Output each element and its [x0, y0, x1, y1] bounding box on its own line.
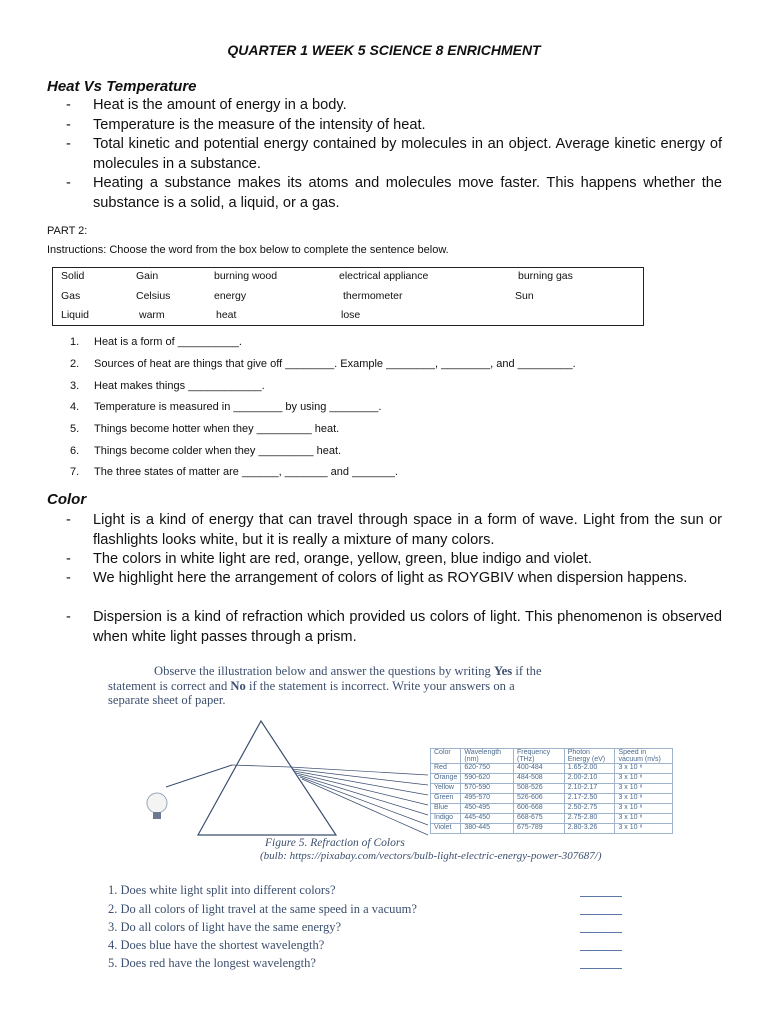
table-header: Wavelength (nm): [461, 749, 514, 764]
table-cell: 484-508: [514, 774, 565, 784]
table-cell: 668-675: [514, 814, 565, 824]
section-heading-color: Color: [47, 491, 87, 508]
table-cell: 570-590: [461, 784, 514, 794]
table-cell: 2.17-2.50: [564, 794, 615, 804]
table-cell: Green: [431, 794, 461, 804]
table-row: [431, 774, 673, 784]
light-bulb-icon: [147, 793, 167, 819]
bullet-text: Dispersion is a kind of refraction which provided us colors of light. This phenomenon is observed when white light passes through a prism.: [93, 609, 722, 645]
table-cell: 2.75-2.80: [564, 814, 615, 824]
instruction-line: separate sheet of paper.: [108, 693, 226, 707]
bullet-text: Total kinetic and potential energy contained by molecules in an object. Average kinetic energy of molecules in a substance.: [93, 136, 722, 172]
table-row: [431, 764, 673, 774]
table-cell: Blue: [431, 804, 461, 814]
answer-blank[interactable]: [580, 967, 622, 969]
color-data-table: [430, 748, 673, 834]
table-cell: 3 x 10 ⁸: [615, 784, 673, 794]
word-box-word: burning gas: [518, 270, 573, 282]
fill-in-question: [70, 336, 242, 348]
table-cell: 445-450: [461, 814, 514, 824]
dash-marker: -: [66, 551, 71, 567]
dash-marker: -: [66, 116, 71, 133]
question-text: Sources of heat are things that give off ________. Example ________, ________, and _________.: [94, 358, 576, 370]
question-number: 2.: [70, 358, 80, 370]
bullet-item: [66, 116, 722, 136]
word-box-word: energy: [214, 290, 247, 302]
bullet-text: Heat is the amount of energy in a body.: [93, 97, 347, 113]
figure-instructions: [108, 664, 708, 708]
word-box: [52, 267, 644, 326]
question-text: Things become colder when they _________ heat.: [94, 445, 342, 457]
bullet-item: [66, 511, 722, 550]
fill-in-question: [70, 380, 265, 392]
figure-caption: Figure 5. Refraction of Colors: [265, 837, 405, 849]
word-box-word: lose: [341, 309, 361, 321]
table-header: Frequency (THz): [514, 749, 565, 764]
table-cell: 508-526: [514, 784, 565, 794]
page-title: QUARTER 1 WEEK 5 SCIENCE 8 ENRICHMENT: [227, 42, 541, 58]
question-number: 7.: [70, 466, 80, 478]
table-header-row: [431, 749, 673, 764]
table-cell: 1.65-2.00: [564, 764, 615, 774]
yes-no-question: 2. Do all colors of light travel at the same speed in a vacuum?: [108, 902, 417, 916]
question-text: Temperature is measured in ________ by using ________.: [94, 401, 382, 413]
table-cell: Orange: [431, 774, 461, 784]
table-cell: 3 x 10 ⁸: [615, 794, 673, 804]
table-cell: 400-484: [514, 764, 565, 774]
word-box-word: warm: [139, 309, 165, 321]
table-cell: Red: [431, 764, 461, 774]
instruction-line: [108, 679, 708, 694]
answer-blank[interactable]: [580, 895, 622, 897]
bullet-text: Heating a substance makes its atoms and molecules move faster. This happens whether the substance is a solid, a liquid, or a gas.: [93, 175, 722, 211]
question-number: 5.: [70, 423, 80, 435]
word-box-word: Celsius: [136, 290, 171, 302]
table-cell: 526-606: [514, 794, 565, 804]
table-cell: 3 x 10 ⁸: [615, 804, 673, 814]
yes-no-question: 1. Does white light split into different colors?: [108, 883, 336, 897]
table-row: [431, 814, 673, 824]
word-box-word: Gain: [136, 270, 159, 282]
dispersed-rays: [290, 767, 428, 835]
table-cell: 3 x 10 ⁸: [615, 824, 673, 834]
instruction-text: if the: [512, 664, 542, 678]
answer-blank[interactable]: [580, 931, 622, 933]
dash-marker: -: [66, 97, 71, 113]
answer-blank[interactable]: [580, 949, 622, 951]
figure-credit: (bulb: https://pixabay.com/vectors/bulb-light-electric-energy-power-307687/): [260, 850, 602, 862]
dash-marker: -: [66, 136, 71, 152]
bullet-text: Light is a kind of energy that can travel through space in a form of wave. Light from the sun or flashlights looks white, but it is really a mixture of many colors.: [93, 512, 722, 548]
part-label: PART 2:: [47, 225, 88, 237]
instruction-text: Observe the illustration below and answer the questions by writing: [154, 664, 494, 678]
bullet-item: [66, 550, 722, 570]
table-cell: 606-668: [514, 804, 565, 814]
word-box-word: electrical appliance: [339, 270, 429, 282]
word-box-word: heat: [216, 309, 237, 321]
dash-marker: -: [66, 570, 71, 586]
question-text: The three states of matter are ______, _______ and _______.: [94, 466, 398, 478]
word-box-word: Solid: [61, 270, 85, 282]
table-cell: Yellow: [431, 784, 461, 794]
table-header: Color: [431, 749, 461, 764]
word-box-word: Sun: [515, 290, 534, 302]
table-row: [431, 804, 673, 814]
yes-no-question: 4. Does blue have the shortest wavelength?: [108, 938, 325, 952]
question-number: 3.: [70, 380, 80, 392]
yes-no-question: 5. Does red have the longest wavelength?: [108, 956, 316, 970]
table-row: [431, 784, 673, 794]
table-row: [431, 794, 673, 804]
fill-in-question: [70, 423, 339, 435]
instruction-text: statement is correct and: [108, 678, 231, 693]
word-box-word: Gas: [61, 290, 81, 302]
table-cell: 450-495: [461, 804, 514, 814]
prism-illustration: [140, 715, 440, 845]
table-cell: Violet: [431, 824, 461, 834]
table-row: [431, 824, 673, 834]
dash-marker: -: [66, 512, 71, 528]
table-header: Photon Energy (eV): [564, 749, 615, 764]
bullet-text: Temperature is the measure of the intensity of heat.: [93, 116, 426, 133]
bullet-item: [66, 569, 722, 589]
table-cell: 620-750: [461, 764, 514, 774]
table-cell: 675-789: [514, 824, 565, 834]
bullet-text: The colors in white light are red, orange, yellow, green, blue indigo and violet.: [93, 551, 592, 567]
bullet-item: [66, 135, 722, 174]
fill-in-question: [70, 445, 341, 457]
no-keyword: No: [230, 678, 246, 693]
dash-marker: -: [66, 175, 71, 191]
bullet-item: [66, 96, 722, 116]
question-number: 4.: [70, 401, 80, 413]
white-light-ray: [166, 765, 232, 787]
table-cell: Indigo: [431, 814, 461, 824]
word-box-word: thermometer: [343, 290, 403, 302]
fill-in-question: [70, 358, 576, 370]
refracted-ray: [232, 765, 290, 767]
bullet-item: [66, 174, 722, 213]
bullet-item: [66, 608, 722, 647]
question-number: 6.: [70, 445, 80, 457]
instruction-text: if the statement is incorrect. Write your answers on a: [245, 678, 515, 693]
question-text: Things become hotter when they _________ heat.: [94, 423, 340, 435]
question-text: Heat is a form of __________.: [94, 336, 242, 348]
question-text: Heat makes things ____________.: [94, 380, 265, 392]
fill-in-question: [70, 466, 398, 478]
fill-in-question: [70, 401, 381, 413]
instruction-line: [108, 664, 708, 679]
table-cell: 495-570: [461, 794, 514, 804]
table-cell: 2.50-2.75: [564, 804, 615, 814]
answer-blank[interactable]: [580, 913, 622, 915]
table-cell: 2.00-2.10: [564, 774, 615, 784]
table-cell: 3 x 10 ⁸: [615, 814, 673, 824]
instructions: Instructions: Choose the word from the box below to complete the sentence below.: [47, 244, 449, 256]
table-cell: 3 x 10 ⁸: [615, 774, 673, 784]
question-number: 1.: [70, 336, 80, 348]
table-cell: 380-445: [461, 824, 514, 834]
table-header: Speed in vacuum (m/s): [615, 749, 673, 764]
table-cell: 3 x 10 ⁸: [615, 764, 673, 774]
dash-marker: -: [66, 609, 71, 625]
table-cell: 590-620: [461, 774, 514, 784]
word-box-word: Liquid: [61, 309, 90, 321]
table-cell: 2.10-2.17: [564, 784, 615, 794]
bullet-text: We highlight here the arrangement of colors of light as ROYGBIV when dispersion happens.: [93, 570, 688, 586]
yes-no-question: 3. Do all colors of light have the same energy?: [108, 920, 342, 934]
yes-keyword: Yes: [493, 664, 513, 678]
table-cell: 2.80-3.26: [564, 824, 615, 834]
word-box-word: burning wood: [214, 270, 278, 282]
section-heading-heat: Heat Vs Temperature: [47, 78, 197, 95]
